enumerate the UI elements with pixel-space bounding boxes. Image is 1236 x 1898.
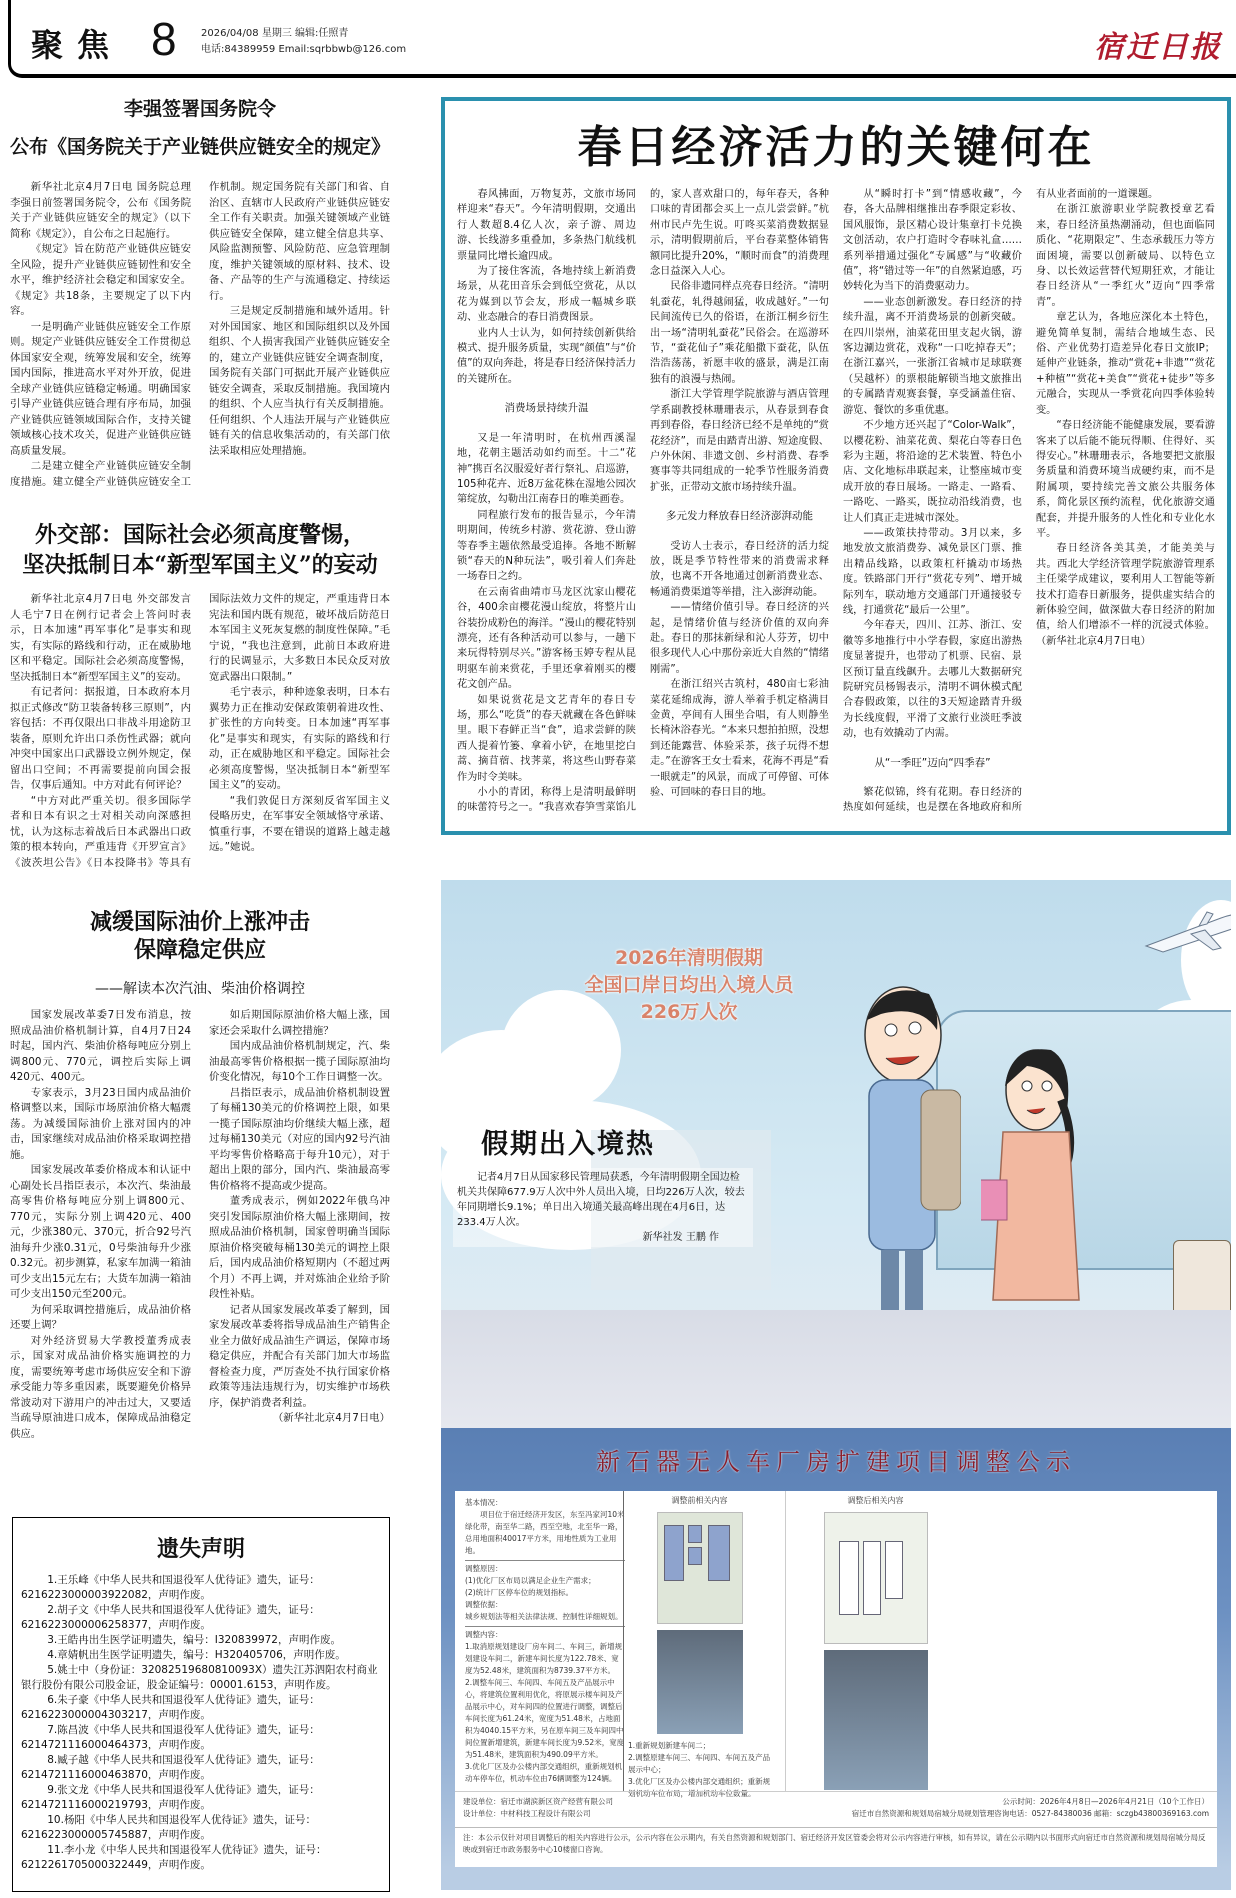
contact-line: 电话:84389959 Email:sqrbbwb@126.com xyxy=(201,44,407,55)
notice-contact: 宿迁市自然资源和规划局宿城分局规划管理咨询电话：0527-84380036 邮箱：sczgb43800369163.com xyxy=(851,1809,1209,1818)
paragraph: 在浙江绍兴古筑村，480亩七彩油菜花延绵成海，游人举着手机定格满目金黄，亭间有人围坐合唱，有人则静坐长椅沐浴春光。“本来只想拍拍照，没想到还能露营、体验采茶，孩子玩得不想走。”在游客王女士看来，花海不再是“看一眼就走”的风景，而成了可停留、可体验、可回味的春日目的地。 xyxy=(650,679,829,799)
notice-table xyxy=(455,1491,1217,1867)
project-adjustment-notice xyxy=(441,1428,1231,1890)
lost-item-line: 6216223000003922082，声明作废。 xyxy=(21,1589,211,1601)
column-header: 调整后相关内容 xyxy=(847,1496,904,1505)
paragraph: 吕指臣表示，成品油价格机制设置了每桶130美元的价格调控上限，如果一揽子国际原油均价继续大幅上涨，超过每桶130美元（对应的国内92号汽油平均零售价格略高于每升10元），对于超出上限的部分，国内汽、柴油最高零售价格将不提高或少提高。 xyxy=(209,1086,390,1192)
feature-subhead: 多元发力释放春日经济澎湃动能 xyxy=(666,510,813,523)
lost-declaration-title: 遗失声明 xyxy=(156,1536,245,1562)
designer-label: 设计单位：中材科技工程设计有限公司 xyxy=(463,1809,591,1818)
lost-item xyxy=(21,1783,381,1813)
section-text: (1)优化厂区布局以满足企业生产需求； xyxy=(465,1576,596,1585)
illustration-title: 假期出入境热 xyxy=(481,1129,655,1160)
column-header: 调整前相关内容 xyxy=(671,1496,728,1505)
paragraph: 专家表示，3月23日国内成品油价格调整以来，国际市场原油价格大幅震荡。为减缓国际油价上涨对国内的冲击，国家继续对成品油价格采取调控措施。 xyxy=(10,1086,191,1161)
notice-basic-section xyxy=(465,1495,625,1561)
paragraph: “我们敦促日方深刻反省军国主义侵略历史，在军事安全领域恪守承诺、慎重行事，不要在错误的道路上越走越远。”她说。 xyxy=(209,794,390,853)
section-label: 基本情况： xyxy=(465,1498,503,1507)
paragraph: 民俗非遗同样点亮春日经济。“清明轧蚕花，轧得越闹猛，收成越好。”一句民间流传已久的俗语，在浙江桐乡衍生出一场“清明轧蚕花”民俗会。在巡游环节，“蚕花仙子”乘花船撒下蚕花，队伍浩浩荡荡，祈愿丰收的盛景，满是江南独有的浪漫与热闹。 xyxy=(650,281,829,385)
notice-after-column xyxy=(785,1491,965,1791)
paragraph: 为了接住客流，各地持续上新消费场景，从花田音乐会到低空赏花，从以花为媒到以节会友，形成一幅城乡联动、业态融合的春日消费图景。 xyxy=(457,266,636,324)
tagline-line: 全国口岸日均出入境人员 xyxy=(584,974,794,996)
lost-item xyxy=(21,1648,381,1663)
lost-item xyxy=(21,1633,381,1648)
caption-text: 记者4月7日从国家移民管理局获悉，今年清明假期全国边检机关共保障677.9万人次中外人员出入境，日均226万人次，较去年同期增长9.1%；单日出入境通关最高峰出现在4月6日，达233.4万人次。 xyxy=(457,1172,745,1228)
lost-item xyxy=(21,1843,381,1873)
page-number: 8 xyxy=(151,13,177,65)
paragraph: 对外经济贸易大学教授董秀成表示，国家对成品油价格实施调控的力度，需要统筹考虑市场供应安全和下游承受能力等多重因素，既要避免价格异常波动对下游用户的冲击过大，又要适当疏导原油进口成本，保障成品油稳定供应。 xyxy=(10,1334,191,1440)
paragraph: 在云南省曲靖市马龙区沈家山樱花谷，400余亩樱花漫山绽放，将整片山谷装扮成粉色的海洋。“漫山的樱花特别漂亮，还有各种活动可以参与，一趟下来玩得特别尽兴。”游客杨玉婷专程从昆明驱车前来赏花，手里还拿着刚买的樱花文创产品。 xyxy=(457,586,636,691)
section-text: 1.重新规划新建车间二； xyxy=(628,1741,711,1750)
lost-item-line: 6216223000004303217，声明作废。 xyxy=(21,1709,211,1721)
feature-subhead: 从“一季旺”迈向“四季春” xyxy=(874,756,991,769)
lost-item xyxy=(21,1723,381,1753)
article-oil-price xyxy=(10,908,390,1442)
lost-item xyxy=(21,1573,381,1603)
paragraph: 不少地方还兴起了“Color-Walk”，以樱花粉、油菜花黄、梨花白等春日色彩为主题，将沿途的艺术装置、特色小店、文化地标串联起来，让整座城市变成开放的春日展场。一路走、一路看、一路吃、一路买，既拉动沿线消费，也让人们真正走进城市深处。 xyxy=(843,420,1022,524)
paragraph: ——政策扶持带动。3月以来，多地发放文旅消费券、减免景区门票、推出精品线路，以政策杠杆撬动市场热度。铁路部门开行“赏花专列”、增开城际列车，联动地方交通部门开通接驳专线，打通赏花“最后一公里”。 xyxy=(843,527,1022,616)
paragraph: ——业态创新激发。春日经济的持续升温，离不开消费场景的创新突破。在四川崇州，油菜花田里支起火锅，游客边涮边赏花，戏称“一口吃掉春天”；在浙江嘉兴，一张浙江省城市足球联赛（吴越杯）的票根能解锁当地文旅推出的专属踏青观赛套餐，享受涵盖住宿、游览、餐饮的多重优惠。 xyxy=(843,296,1022,416)
newspaper-logo: 宿迁日报 xyxy=(1094,30,1222,65)
paragraph: 记者从国家发展改革委了解到，国家发展改革委将指导成品油生产销售企业全力做好成品油生产调运，保障市场稳定供应，并配合有关部门加大市场监督检查力度，严厉查处不执行国家价格政策等违法违规行为，切实维护市场秩序，保护消费者利益。 xyxy=(209,1303,390,1409)
illustration-tagline xyxy=(559,945,819,1026)
illustration-credit: 新华社发 王鹏 作 xyxy=(642,1232,719,1243)
lost-item-line: 3.王皓冉出生医学证明遗失，编号：I320839972，声明作废。 xyxy=(47,1634,341,1646)
paragraph: 新华社北京4月7日电 国务院总理李强日前签署国务院令，公布《国务院关于产业链供应链安全的规定》（以下简称《规定》），自公布之日起施行。 xyxy=(10,181,191,240)
headline-line: 坚决抵制日本“新型军国主义”的妄动 xyxy=(22,552,378,578)
paragraph: 在浙江旅游职业学院教授章艺看来，春日经济虽热潮涌动，但也面临同质化、“花期限定”、生态承载压力等方面困境，需要以创新破局、以特色立身、以长效运营替代短期狂欢，才能让春日经济从“一季红火”迈向“四季常青”。 xyxy=(1036,204,1215,308)
article-state-council xyxy=(10,90,390,490)
paragraph: 国家发展改革委价格成本和认证中心副处长吕指臣表示，本次汽、柴油最高零售价格每吨应分别上调800元、770元，实际分别上调420元、400元，少涨380元、370元，折合92号汽油每升少涨0.31元，0号柴油每升少涨0.32元。初步测算，私家车加满一箱油可少支出15元左右；大货车加满一箱油可少支出150元至200元。 xyxy=(10,1164,191,1300)
article-subheadline: ——解读本次汽油、柴油价格调控 xyxy=(95,981,305,997)
travel-illustration xyxy=(441,880,1231,1428)
lost-item xyxy=(21,1603,381,1633)
notice-footnote: 注：本公示仅针对项目调整后的相关内容进行公示，公示内容在公示期内，有关自然资源和规划部门、宿迁经济开发区管委会将对公示内容进行审核，如有异议，请在公示期内以书面形式向宿迁市自然资源和规划局宿城分局反映或到宿迁市政务服务中心10楼窗口咨询。 xyxy=(455,1827,1217,1860)
tagline-line: 226万人次 xyxy=(640,1001,738,1023)
section-text: 3.优化厂区及办公楼内部交通组织，重新规划机动车停车位，机动车位由76辆调整为124辆。 xyxy=(465,1762,623,1783)
lost-item-line: 10.杨阳《中华人民共和国退役军人优待证》遗失，证号： xyxy=(47,1814,316,1826)
paragraph: 业内人士认为，如何持续创新供给模式、提升服务质量，实现“颜值”与“价值”的双向奔赴，将是春日经济保持活力的关键所在。 xyxy=(457,327,636,385)
lost-item-line: 6214721116000464373，声明作废。 xyxy=(21,1739,211,1751)
paragraph: 春日经济各美其美，才能美美与共。西北大学经济管理学院旅游管理系主任梁学成建议，要利用人工智能等新技术打造春日新服务，提供虚实结合的新体验空间，做深做大春日经济的附加值，给人们增添不一样的沉浸式体验。（新华社北京4月7日电） xyxy=(1036,543,1215,647)
paragraph: 国内成品油价格机制规定，汽、柴油最高零售价格根据一揽子国际原油均价变化情况，每10个工作日调整一次。 xyxy=(209,1040,390,1083)
paragraph: 从“瞬时打卡”到“情感收藏”，今春，各大品牌相继推出春季限定彩妆、国风服饰，景区精心设计集章打卡兑换文创活动，农户打造时令春味礼盒……系列举措通过强化“专属感”与“收藏价值”，将“错过等一年”的自然紧迫感，巧妙转化为当下的消费驱动力。 xyxy=(843,189,1022,293)
lost-item-line: 5.姚士中（身份证：32082519680810093X）遗失江苏泗阳农村商业 xyxy=(47,1664,378,1676)
lost-item-line: 9.张文龙《中华人民共和国退役军人优待证》遗失，证号： xyxy=(47,1784,320,1796)
tagline-line: 2026年清明假期 xyxy=(615,947,763,969)
lost-item-line: 银行股份有限公司股金证，股金证编号：00001.6153，声明作废。 xyxy=(21,1679,337,1691)
headline-line: 李强签署国务院令 xyxy=(123,98,276,120)
lost-item xyxy=(21,1663,381,1693)
paragraph: 三是规定反制措施和域外适用。针对外国国家、地区和国际组织以及外国组织、个人损害我国产业链供应链安全的，建立产业链供应链安全调查制度，国务院有关部门可据此开展产业链供应链安全调查，采取反制措施。我国境内的组织、个人应当执行有关反制措施。任何组织、个人违法开展与产业链供应链有关的信息收集活动的，有关部门依法采取相应处理措施。 xyxy=(209,305,390,457)
notice-before-column xyxy=(623,1491,775,1798)
builder-label: 建设单位：宿迁市湖滨新区资产经营有限公司 xyxy=(463,1797,613,1806)
article-headline xyxy=(10,908,390,964)
paragraph: 有记者问：据报道，日本政府本月拟正式修改“防卫装备转移三原则”，内容包括：不再仅限出口非战斗用途防卫装备，原则允许出口杀伤性武器；就向冲突中国家出口武器设立例外规定，保留出口空间；不再需要提前向国会报告，仅事后通知。中方对此有何评论？ xyxy=(10,686,191,791)
section-label: 调整内容： xyxy=(465,1630,503,1639)
notice-footer xyxy=(455,1791,1217,1824)
section-text: 2.调整车间三、车间四、车间五及产品展示中心，将建筑位置利用优化，将原展示楼车间及产品展示中心，对车间四的位置进行调整，调整后车间长度为61.24米，宽度为51.48米，占地面积为4040.15平方米，另在原车间三及车间四中间位置新增建筑，新建车间长度为9.52米，宽度为51.48米，建筑面积为490.09平方米。 xyxy=(465,1678,625,1759)
lost-item-line: 6214721116000219793，声明作废。 xyxy=(21,1799,211,1811)
paragraph: “中方对此严重关切。很多国际学者和日本有识之士对相关动向深感担忧，认为这标志着战后日本武器出口政策的根本转向，严重违背《开罗宣言》《波茨坦公告》《日本投降书》等具有国际法效力文件的规定，严重违背日本宪法和国内既有规范，破坏战后防范日本军国主义死灰复燃的制度性保障。”毛宁说，“我也注意到，此前日本政府进行的民调显示，大多数日本民众反对放宽武器出口限制。” xyxy=(10,593,390,869)
traveler-woman-figure xyxy=(981,1040,1091,1320)
section-label: 调整原因： xyxy=(465,1564,503,1573)
paragraph: 毛宁表示，种种迹象表明，日本右翼势力正在推动安保政策朝着进攻性、扩张性的方向转变。日本加速“再军事化”是事实和现实，有实际的路线和行动，正在威胁地区和平稳定。国际社会必须高度警惕，坚决抵制日本“新型军国主义”的妄动。 xyxy=(209,686,390,791)
lost-item-line: 6214721116000463870，声明作废。 xyxy=(21,1769,211,1781)
section-text: (2)统计厂区停车位的规划指标。 xyxy=(465,1588,574,1597)
paragraph: 今年春天，四川、江苏、浙江、安徽等多地推行中小学春假，家庭出游热度显著提升，也带动了机票、民宿、景区预订量直线飙升。去哪儿大数据研究院研究员杨锡表示，清明不调休模式配合春假政策，以往的3天短途踏青升级为长线度假，平滑了文旅行业淡旺季波动，也有效撬动了内需。 xyxy=(843,620,1022,740)
masthead-meta xyxy=(201,26,406,58)
section-text: 3.优化厂区及办公楼内部交通组织；重新规划机动车位布局，增加机动车位数量。 xyxy=(628,1777,771,1798)
notice-details-column xyxy=(465,1495,625,1785)
section-text: 1.取消原规划建设厂房车间二、车间三，新增规划建设车间二，新建车间长度为122.78米、宽度为52.48米，建筑面积为8739.37平方米。 xyxy=(465,1642,623,1675)
paragraph: 又是一年清明时，在杭州西溪湿地，花朝主题活动如约而至。十二“花神”携百名汉服爱好者行祭礼、启巡游，105种花卉、近8万盆花株在湿地公园次第绽放，勾勒出江南春日的唯美画卷。 xyxy=(457,432,636,506)
section-text: 2.调整原建车间三、车间四、车间五及产品展示中心； xyxy=(628,1753,771,1774)
paragraph: 如果说赏花是文艺青年的春日专场，那么“吃货”的春天就藏在各色鲜味里。眼下春鲜正当“食”，追求尝鲜的陕西人提着竹篓、拿着小铲，在地里挖白蒿、摘苜蓿、找荠菜，将这些山野春菜作为时令美味。 xyxy=(457,694,636,783)
article-foreign-ministry xyxy=(10,520,390,871)
paragraph: 为何采取调控措施后，成品油价格还要上调？ xyxy=(10,1303,191,1331)
masthead xyxy=(8,0,1236,78)
paragraph: ——情绪价值引导。春日经济的兴起，是情绪价值与经济价值的双向奔赴。春日的那抹新绿和沁人芬芳，切中很多现代人心中那份亲近大自然的“情绪刚需”。 xyxy=(650,602,829,675)
article-headline xyxy=(10,520,390,580)
paragraph: 受访人士表示，春日经济的活力绽放，既是季节特性带来的消费需求释放，也离不开各地通过创新消费业态、畅通消费渠道等举措，注入澎湃动能。 xyxy=(650,540,829,598)
date-line: 2026/04/08 星期三 编辑:任照青 xyxy=(201,28,349,39)
notice-content-section xyxy=(465,1627,625,1785)
lost-item-line: 1.王乐峰《中华人民共和国退役军人优待证》遗失，证号： xyxy=(47,1574,320,1586)
lost-declaration-box xyxy=(12,1517,390,1892)
notice-footer-row xyxy=(463,1808,1209,1820)
site-plan-after-image xyxy=(824,1512,928,1644)
site-plan-before-image xyxy=(657,1512,743,1624)
feature-headline: 春日经济活力的关键何在 xyxy=(577,122,1095,173)
traveler-man-figure xyxy=(841,980,961,1310)
section-text: 城乡规划法等相关法律法规、控制性详细规划。 xyxy=(465,1612,623,1621)
headline-line: 外交部：国际社会必须高度警惕， xyxy=(34,522,365,548)
lost-item-line: 11.李小龙《中华人民共和国退役军人优待证》遗失，证号： xyxy=(47,1844,327,1856)
headline-line: 公布《国务院关于产业链供应链安全的规定》 xyxy=(10,136,391,158)
ground-shape xyxy=(441,1310,1231,1428)
paragraph: 浙江大学管理学院旅游与酒店管理学系副教授林珊珊表示，从春景到春食再到春俗，春日经济已经不是单纯的“赏花经济”，而是由踏青出游、短途度假、户外休闲、非遗文创、乡村消费、春季赛事等共同组成的一轮季节性服务消费扩张，正带动文旅市场持续升温。 xyxy=(650,389,829,493)
lost-item-line: 2.胡子文《中华人民共和国退役军人优待证》遗失，证号： xyxy=(47,1604,320,1616)
notice-title: 新石器无人车厂房扩建项目调整公示 xyxy=(596,1448,1076,1476)
paragraph: 新华社北京4月7日电 外交部发言人毛宁7日在例行记者会上答问时表示，日本加速“再军事化”是事实和现实，有实际的路线和行动，正在威胁地区和平稳定。国际社会必须高度警惕，坚决抵制日本“新型军国主义”的妄动。 xyxy=(10,593,191,683)
lost-item xyxy=(21,1753,381,1783)
section-name: 聚焦 xyxy=(31,26,124,64)
aerial-after-image xyxy=(824,1650,928,1790)
paragraph: 《规定》旨在防范产业链供应链安全风险，提升产业链供应链韧性和安全水平，维护经济社会稳定和国家安全。《规定》共18条，主要规定了以下内容。 xyxy=(10,243,191,317)
paragraph: 董秀成表示，例如2022年俄乌冲突引发国际原油价格大幅上涨期间，按照成品油价格机制，国家曾明确当国际原油价格突破每桶130美元的调控上限后，国内成品油价格短期内（不超过两个月）不再上调，并对炼油企业给予阶段性补贴。 xyxy=(209,1195,390,1300)
lost-item-line: 6.朱子豪《中华人民共和国退役军人优待证》遗失，证号： xyxy=(47,1694,320,1706)
paragraph: 一是明确产业链供应链安全工作原则。规定产业链供应链安全工作贯彻总体国家安全观，统筹发展和安全，统筹国内国际，推进高水平对外开放，促进全球产业链供应链稳定畅通。明确国家引导产业链供应链合理有序布局，加强产业链供应链领域国际合作，支持关键领域核心技术攻关，促进产业链供应链高质量发展。 xyxy=(10,320,191,457)
feature-spring-economy xyxy=(441,97,1231,835)
article-body xyxy=(10,592,390,871)
article-body xyxy=(10,180,390,490)
notice-footer-row xyxy=(463,1796,1209,1808)
airplane-icon xyxy=(1141,910,1231,956)
paragraph: 章艺认为，各地应深化本土特色，避免简单复制，需结合地域生态、民俗、产业优势打造差异化春日文旅IP；延伸产业链条，推动“赏花+非遗”“赏花+种植”“赏花+美食”“赏花+徒步”等多元融合，实现从一季赏花向四季体验转变。 xyxy=(1036,312,1215,416)
lost-item-line: 8.臧子越《中华人民共和国退役军人优待证》遗失，证号： xyxy=(47,1754,320,1766)
aerial-before-image xyxy=(657,1630,743,1734)
lost-item-line: 7.陈昌波《中华人民共和国退役军人优待证》遗失，证号： xyxy=(47,1724,320,1736)
feature-body xyxy=(457,187,1215,827)
lost-item-line: 6212261705000322449，声明作废。 xyxy=(21,1859,211,1871)
lost-item-line: 4.章婧帆出生医学证明遗失，编号：H320405706，声明作废。 xyxy=(47,1649,346,1661)
paragraph: 二是建立健全产业链供应链安全制度措施。建立健全产业链供应链安全工作机制。规定国务院有关部门和省、自治区、直辖市人民政府产业链供应链安全工作有关职责。加强关键领域产业链供应链安全保障，建立健全信息共享、风险监测预警、风险防范、应急管理制度，维护关键领域的原材料、技术、设备、产品等的生产与流通稳定、持续运行。 xyxy=(10,181,390,488)
headline-line: 保障稳定供应 xyxy=(133,937,266,963)
paragraph: “春日经济能不能健康发展，要看游客来了以后能不能玩得顺、住得好、买得安心。”林珊珊表示，各地要把文旅服务质量和消费环境当成硬约束，而不是附属项，要持续完善文旅公共服务体系，简化景区预约流程，优化旅游交通配套，并提升服务的人性化和专业化水平。 xyxy=(1036,420,1215,539)
article-headline xyxy=(10,90,390,166)
section-text: 项目位于宿迁经济开发区，东至冯家河10米绿化带，南至华二路，西至空地，北至华一路，总用地面积40017平方米，用地性质为工业用地。 xyxy=(465,1510,625,1555)
article-body xyxy=(10,1008,390,1442)
lost-item xyxy=(21,1813,381,1843)
section-label: 调整依据： xyxy=(465,1600,503,1609)
paragraph: 国家发展改革委7日发布消息，按照成品油价格机制计算，自4月7日24时起，国内汽、柴油价格每吨应分别上调800元、770元，调控后实际上调420元、400元。 xyxy=(10,1009,191,1083)
lost-item xyxy=(21,1693,381,1723)
headline-line: 减缓国际油价上涨冲击 xyxy=(89,909,310,935)
paragraph: 小小的青团，称得上是清明最鲜明的味蕾符号之一。“我喜欢春笋雪菜馅儿的，家人喜欢甜口的，每年春天，各种口味的青团都会买上一点儿尝尝鲜。”杭州市民卢先生说。叮咚买菜消费数据显示，清明假期前后，平台春菜整体销售额同比提升20%，“顺时而食”的消费理念日益深入人心。 xyxy=(457,189,829,814)
notice-reason-section xyxy=(465,1561,625,1627)
paragraph: 如后期国际原油价格大幅上涨，国家还会采取什么调控措施？ xyxy=(209,1009,390,1037)
lost-item-line: 6216223000006258377，声明作废。 xyxy=(21,1619,211,1631)
feature-subhead: 消费场景持续升温 xyxy=(504,402,589,415)
illustration-caption xyxy=(453,1168,753,1247)
paragraph: 同程旅行发布的报告显示，今年清明期间，传统乡村游、赏花游、登山游等春季主题依然最受追捧。各地不断解锁“春天的N种玩法”，吸引着人们奔赴一场春日之约。 xyxy=(457,509,636,583)
notice-period: 公示时间：2026年4月8日—2026年4月21日（10个工作日） xyxy=(1002,1797,1209,1806)
paragraph: 繁花似锦，终有花期。春日经济的热度如何延续，也是摆在各地政府和所有从业者面前的一道课题。 xyxy=(843,189,1159,814)
dateline-signature: （新华社北京4月7日电） xyxy=(272,1412,390,1424)
paragraph: 春风拂面，万物复苏，文旅市场同样迎来“春天”。今年清明假期，交通出行人数超8.4亿人次，亲子游、周边游、长线游多重叠加，多条热门航线机票量同比增长逾四成。 xyxy=(457,189,636,262)
lost-item-line: 6216223000005745887，声明作废。 xyxy=(21,1829,211,1841)
